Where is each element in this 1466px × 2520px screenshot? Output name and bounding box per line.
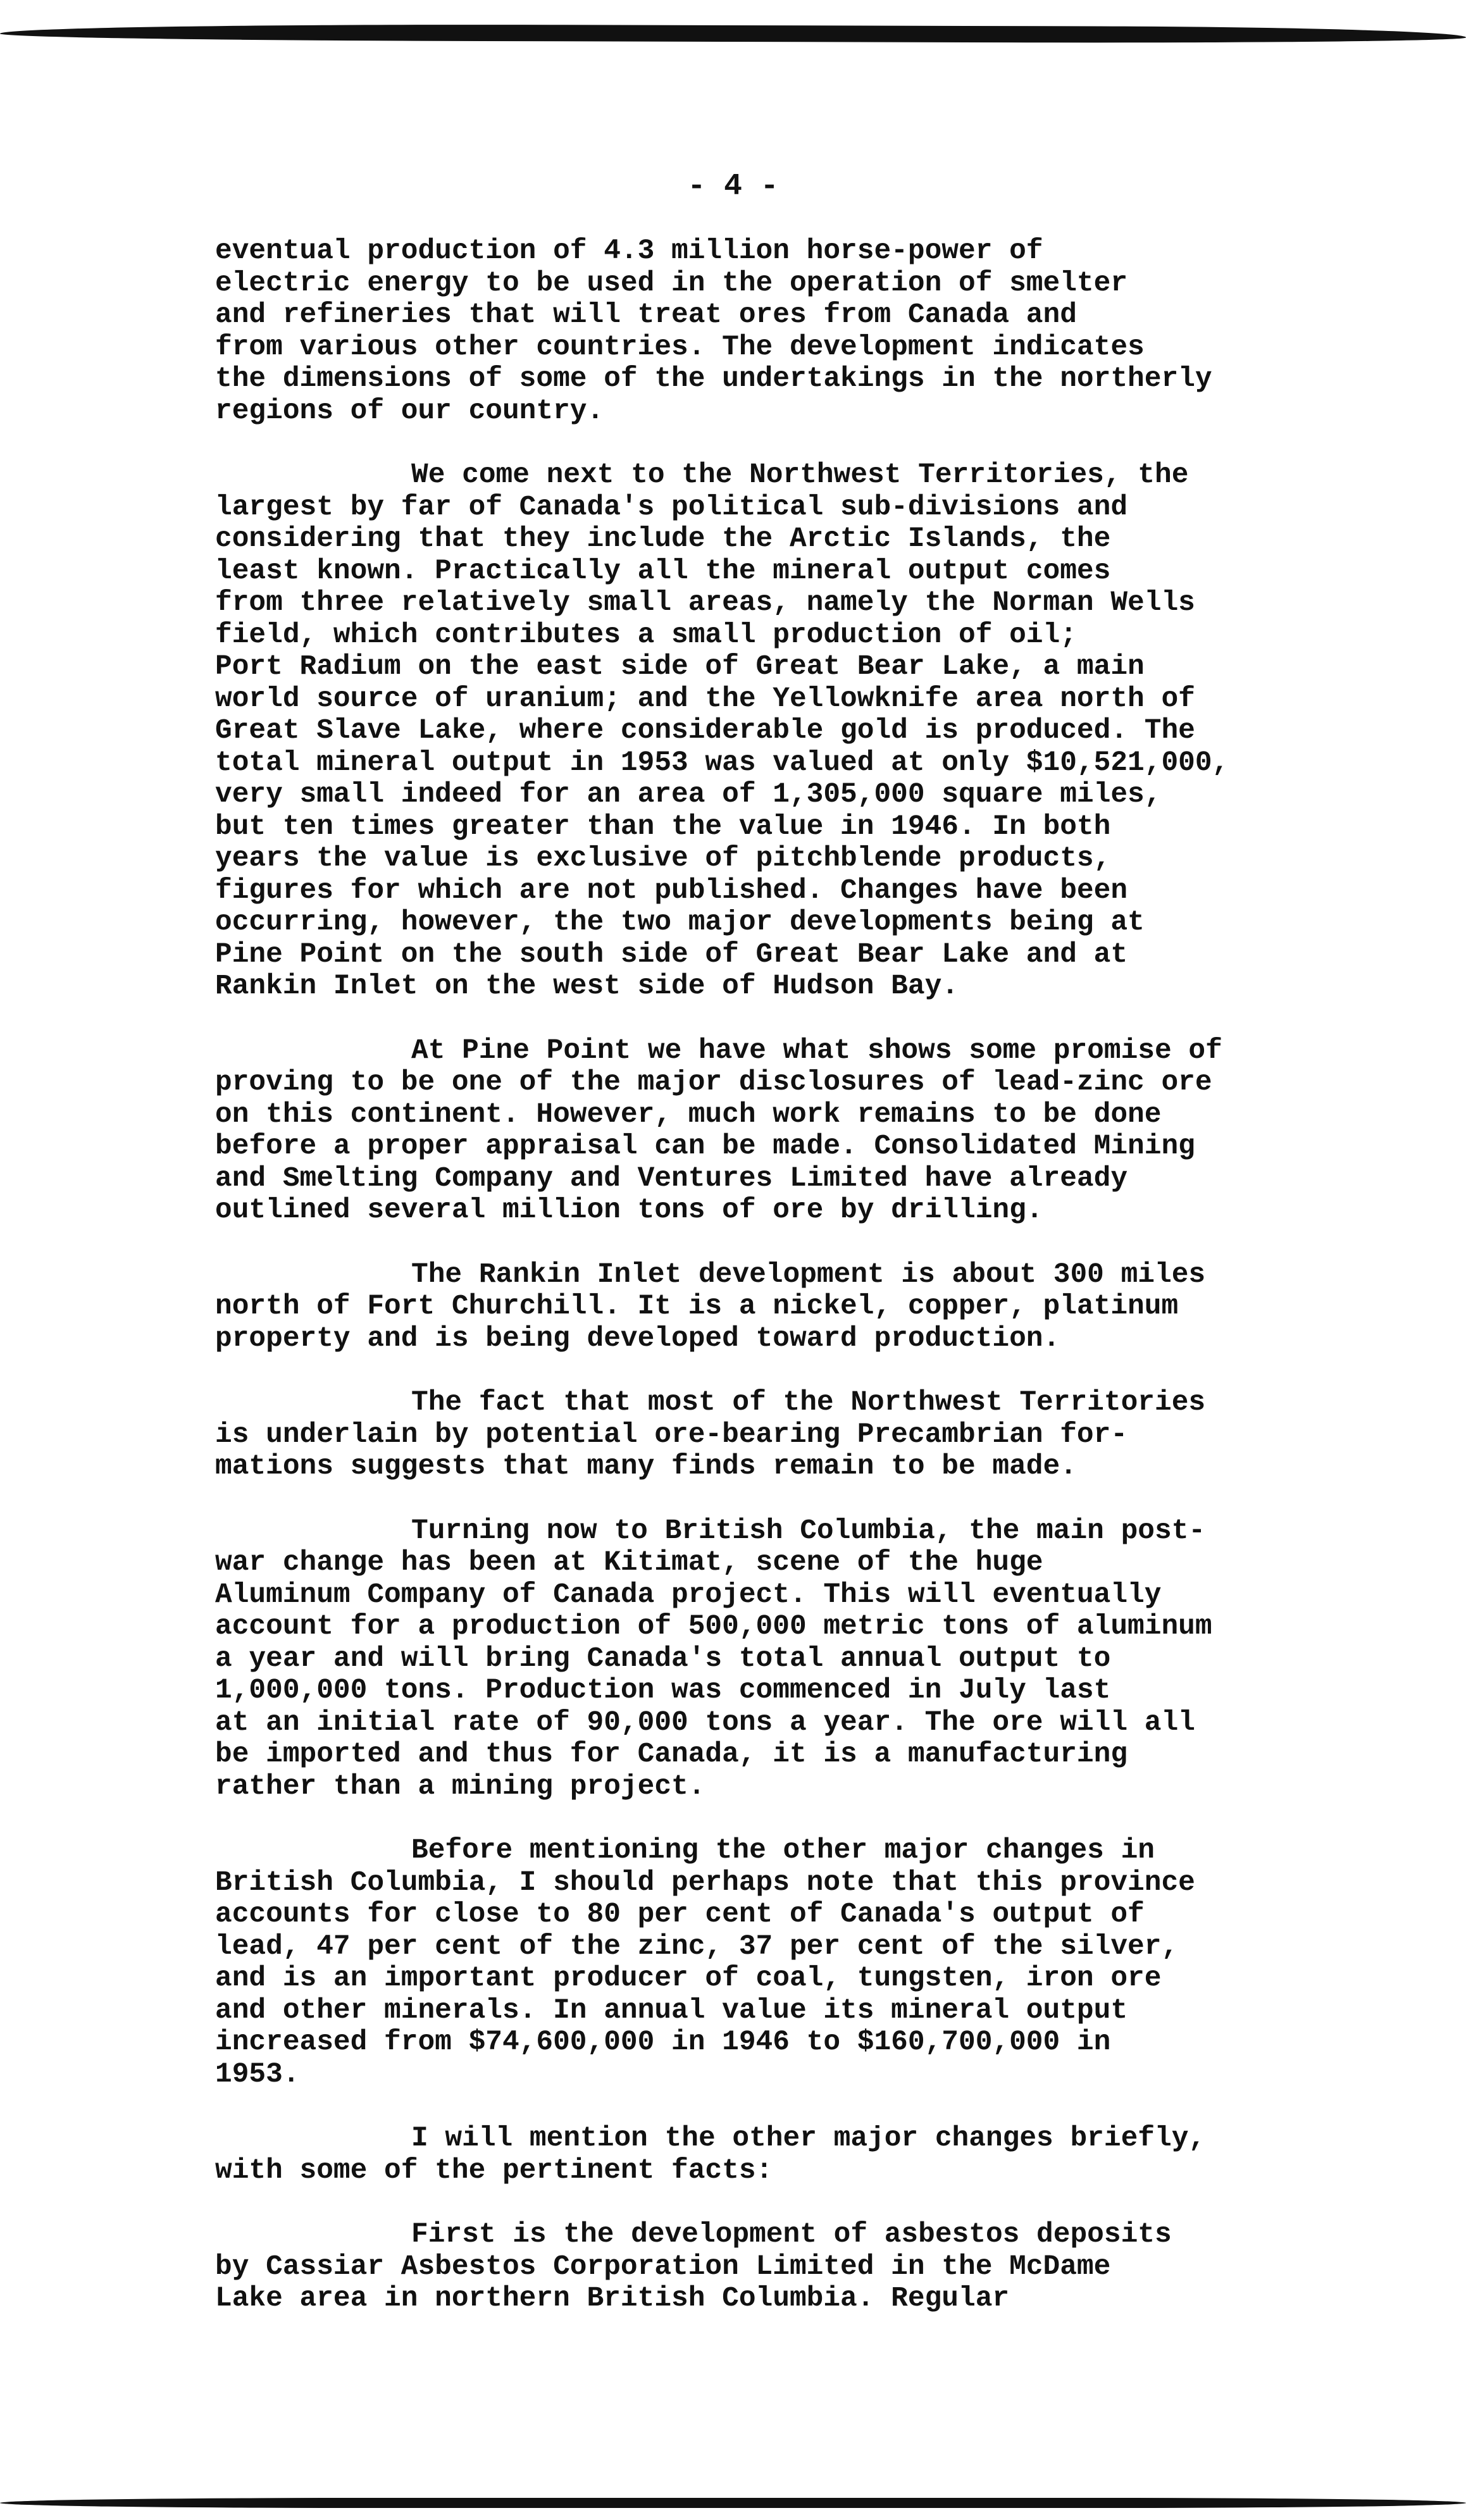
- paragraph-6: Turning now to British Columbia, the main post- war change has been at Kitimat, scene of the huge Aluminum Company of Canada project. This will eventually account for a production of 500,000 metric tons of aluminum a year and will bring Canada's total annual output to 1,000,000 tons. Production was commenced in July last at an initial rate of 90,000 tons a year. The ore will all be imported and thus for Canada, it is a manufacturing rather than a mining project.: [215, 1515, 1212, 1803]
- paragraph-4: The Rankin Inlet development is about 300 miles north of Fort Churchill. It is a nickel, copper, platinum property and is being developed toward production.: [215, 1258, 1206, 1355]
- page-number: - 4 -: [687, 170, 779, 204]
- top-border-rule: [0, 23, 1466, 44]
- paragraph-9: First is the development of asbestos deposits by Cassiar Asbestos Corporation Limited in the McDame Lake area in northern British Columbia. Regular: [215, 2219, 1172, 2314]
- paragraph-7: Before mentioning the other major changes in British Columbia, I should perhaps note that this province accounts for close to 80 per cent of Canada's output of lead, 47 per cent of the zinc, 37 per cent of the silver, and is an important producer of coal, tungsten, iron ore and other minerals. In annual value its mineral output increased from $74,600,000 in 1946 to $160,700,000 in 1953.: [215, 1835, 1195, 2090]
- paragraph-8: I will mention the other major changes briefly, with some of the pertinent facts:: [215, 2123, 1206, 2187]
- paragraph-5: The fact that most of the Northwest Territories is underlain by potential ore-bearing Precambrian for- mations suggests that many finds remain to be made.: [215, 1387, 1206, 1482]
- paragraph-1: eventual production of 4.3 million horse-power of electric energy to be used in the operation of smelter and refineries that will treat ores from Canada and from various other countries. The development indicates the dimensions of some of the undertakings in the northerly regions of our country.: [215, 235, 1212, 427]
- paragraph-3: At Pine Point we have what shows some promise of proving to be one of the major disclosures of lead-zinc ore on this continent. However, much work remains to be done before a proper appraisal can be made. Consolidated Mining and Smelting Company and Ventures Limited have already outlined several million tons of ore by drilling.: [215, 1034, 1222, 1226]
- bottom-border-rule: [0, 2498, 1466, 2508]
- document-body: [215, 235, 1455, 2347]
- paragraph-2: We come next to the Northwest Territories, the largest by far of Canada's political sub-divisions and considering that they include the Arctic Islands, the least known. Practically all the mineral output comes from three relatively small areas, namely the Norman Wells field, which contributes a small production of oil; Port Radium on the east side of Great Bear Lake, a main world source of uranium; and the Yellowknife area north of Great Slave Lake, where considerable gold is produced. The total mineral output in 1953 was valued at only $10,521,000, very small indeed for an area of 1,305,000 square miles, but ten times greater than the value in 1946. In both years the value is exclusive of pitchblende products, figures for which are not published. Changes have been occurring, however, the two major developments being at Pine Point on the south side of Great Bear Lake and at Rankin Inlet on the west side of Hudson Bay.: [215, 459, 1229, 1002]
